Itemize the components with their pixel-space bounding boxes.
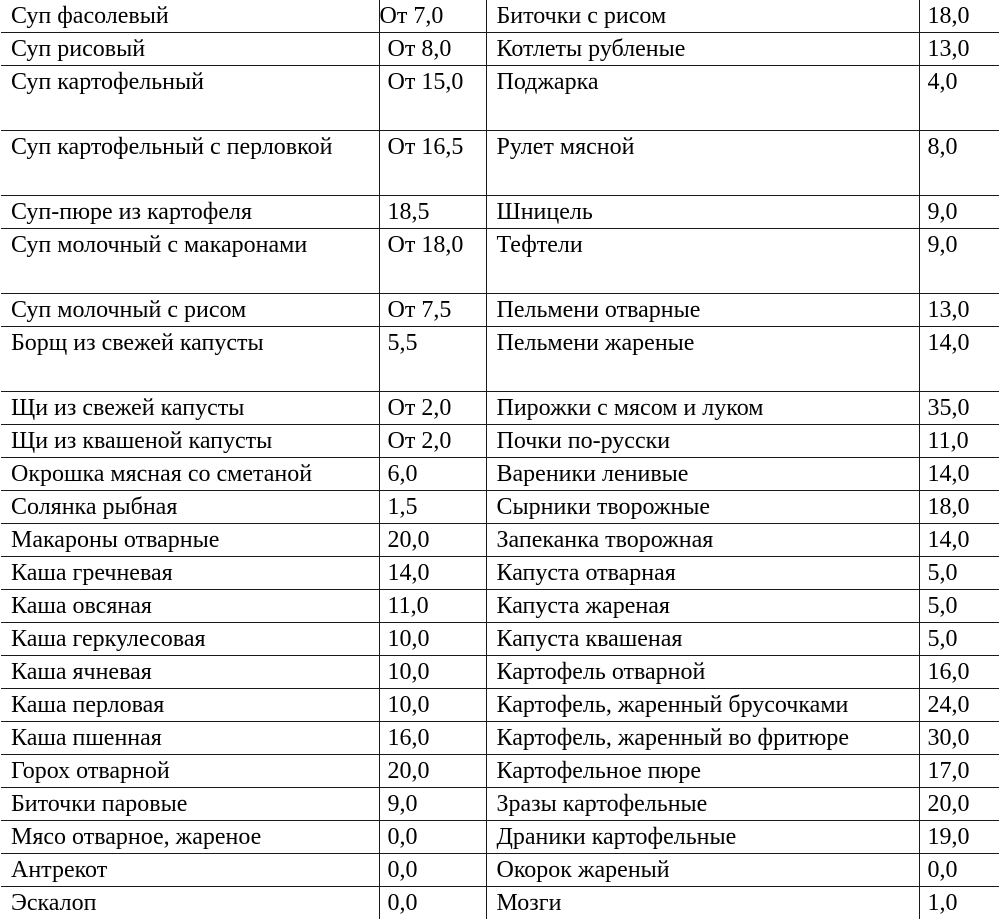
left-dish-name: Щи из квашеной капусты xyxy=(1,425,379,458)
table-row xyxy=(1,131,999,196)
right-dish-name: Пирожки с мясом и луком xyxy=(486,392,919,425)
left-dish-name: Солянка рыбная xyxy=(1,491,379,524)
right-dish-name: Пельмени отварные xyxy=(486,294,919,327)
table-row xyxy=(1,196,999,229)
left-dish-value: От 18,0 xyxy=(379,229,486,294)
left-dish-name: Макароны отварные xyxy=(1,524,379,557)
left-dish-name: Каша перловая xyxy=(1,689,379,722)
table-row xyxy=(1,656,999,689)
right-dish-name: Биточки с рисом xyxy=(486,0,919,33)
table-row xyxy=(1,66,999,131)
left-dish-value: От 7,0 xyxy=(379,0,486,33)
left-dish-value: 20,0 xyxy=(379,524,486,557)
right-dish-name: Рулет мясной xyxy=(486,131,919,196)
left-dish-value: 11,0 xyxy=(379,590,486,623)
right-dish-value: 5,0 xyxy=(919,590,999,623)
left-dish-value: 5,5 xyxy=(379,327,486,392)
left-dish-name: Суп рисовый xyxy=(1,33,379,66)
right-dish-name: Капуста квашеная xyxy=(486,623,919,656)
left-dish-name: Суп молочный с макаронами xyxy=(1,229,379,294)
right-dish-value: 19,0 xyxy=(919,821,999,854)
right-dish-name: Вареники ленивые xyxy=(486,458,919,491)
left-dish-name: Щи из свежей капусты xyxy=(1,392,379,425)
right-dish-value: 4,0 xyxy=(919,66,999,131)
left-dish-value: 14,0 xyxy=(379,557,486,590)
left-dish-name: Суп картофельный xyxy=(1,66,379,131)
left-dish-name: Каша овсяная xyxy=(1,590,379,623)
table-row xyxy=(1,425,999,458)
left-dish-value: 9,0 xyxy=(379,788,486,821)
left-dish-value: От 15,0 xyxy=(379,66,486,131)
left-dish-name: Суп молочный с рисом xyxy=(1,294,379,327)
left-dish-value: От 2,0 xyxy=(379,392,486,425)
right-dish-name: Зразы картофельные xyxy=(486,788,919,821)
right-dish-name: Картофель, жаренный во фритюре xyxy=(486,722,919,755)
right-dish-name: Капуста жареная xyxy=(486,590,919,623)
right-dish-value: 11,0 xyxy=(919,425,999,458)
right-dish-name: Окорок жареный xyxy=(486,854,919,887)
right-dish-value: 14,0 xyxy=(919,524,999,557)
left-dish-name: Горох отварной xyxy=(1,755,379,788)
right-dish-name: Шницель xyxy=(486,196,919,229)
left-dish-value: 10,0 xyxy=(379,689,486,722)
table-body xyxy=(1,0,999,919)
right-dish-name: Картофельное пюре xyxy=(486,755,919,788)
table-row xyxy=(1,887,999,919)
left-dish-value: 16,0 xyxy=(379,722,486,755)
right-dish-name: Запеканка творожная xyxy=(486,524,919,557)
table-row xyxy=(1,392,999,425)
table-row xyxy=(1,821,999,854)
right-dish-value: 18,0 xyxy=(919,0,999,33)
right-dish-name: Почки по-русски xyxy=(486,425,919,458)
right-dish-value: 9,0 xyxy=(919,229,999,294)
left-dish-name: Антрекот xyxy=(1,854,379,887)
left-dish-value: От 7,5 xyxy=(379,294,486,327)
table-row xyxy=(1,0,999,33)
right-dish-value: 8,0 xyxy=(919,131,999,196)
table-row xyxy=(1,854,999,887)
table-row xyxy=(1,590,999,623)
food-values-table xyxy=(1,0,999,919)
left-dish-value: 20,0 xyxy=(379,755,486,788)
table-row xyxy=(1,524,999,557)
left-dish-name: Суп фасолевый xyxy=(1,0,379,33)
left-dish-value: 0,0 xyxy=(379,821,486,854)
right-dish-value: 35,0 xyxy=(919,392,999,425)
table-row xyxy=(1,458,999,491)
table-row xyxy=(1,722,999,755)
left-dish-value: 0,0 xyxy=(379,887,486,919)
left-dish-value: 6,0 xyxy=(379,458,486,491)
right-dish-value: 17,0 xyxy=(919,755,999,788)
right-dish-value: 1,0 xyxy=(919,887,999,919)
left-dish-name: Каша геркулесовая xyxy=(1,623,379,656)
left-dish-value: От 8,0 xyxy=(379,33,486,66)
table-row xyxy=(1,689,999,722)
right-dish-name: Поджарка xyxy=(486,66,919,131)
left-dish-name: Суп картофельный с перловкой xyxy=(1,131,379,196)
right-dish-name: Пельмени жареные xyxy=(486,327,919,392)
right-dish-value: 13,0 xyxy=(919,294,999,327)
right-dish-name: Мозги xyxy=(486,887,919,919)
left-dish-value: 10,0 xyxy=(379,656,486,689)
right-dish-name: Картофель, жаренный брусочками xyxy=(486,689,919,722)
left-dish-value: От 16,5 xyxy=(379,131,486,196)
left-dish-name: Окрошка мясная со сметаной xyxy=(1,458,379,491)
left-dish-value: От 2,0 xyxy=(379,425,486,458)
left-dish-name: Каша ячневая xyxy=(1,656,379,689)
left-dish-name: Мясо отварное, жареное xyxy=(1,821,379,854)
left-dish-value: 0,0 xyxy=(379,854,486,887)
left-dish-name: Каша гречневая xyxy=(1,557,379,590)
table-row xyxy=(1,327,999,392)
table-row xyxy=(1,788,999,821)
left-dish-value: 1,5 xyxy=(379,491,486,524)
right-dish-value: 5,0 xyxy=(919,623,999,656)
right-dish-name: Тефтели xyxy=(486,229,919,294)
left-dish-name: Борщ из свежей капусты xyxy=(1,327,379,392)
table-row xyxy=(1,755,999,788)
right-dish-value: 0,0 xyxy=(919,854,999,887)
table-row xyxy=(1,229,999,294)
table-row xyxy=(1,491,999,524)
right-dish-value: 30,0 xyxy=(919,722,999,755)
right-dish-value: 5,0 xyxy=(919,557,999,590)
left-dish-name: Каша пшенная xyxy=(1,722,379,755)
right-dish-name: Картофель отварной xyxy=(486,656,919,689)
right-dish-name: Драники картофельные xyxy=(486,821,919,854)
right-dish-name: Капуста отварная xyxy=(486,557,919,590)
right-dish-value: 24,0 xyxy=(919,689,999,722)
right-dish-value: 16,0 xyxy=(919,656,999,689)
right-dish-value: 9,0 xyxy=(919,196,999,229)
left-dish-value: 18,5 xyxy=(379,196,486,229)
table-row xyxy=(1,33,999,66)
left-dish-name: Биточки паровые xyxy=(1,788,379,821)
table-row xyxy=(1,294,999,327)
left-dish-name: Эскалоп xyxy=(1,887,379,919)
right-dish-value: 13,0 xyxy=(919,33,999,66)
left-dish-value: 10,0 xyxy=(379,623,486,656)
right-dish-value: 20,0 xyxy=(919,788,999,821)
right-dish-value: 18,0 xyxy=(919,491,999,524)
right-dish-value: 14,0 xyxy=(919,458,999,491)
table-row xyxy=(1,623,999,656)
right-dish-name: Сырники творожные xyxy=(486,491,919,524)
left-dish-name: Суп-пюре из картофеля xyxy=(1,196,379,229)
right-dish-value: 14,0 xyxy=(919,327,999,392)
table-row xyxy=(1,557,999,590)
right-dish-name: Котлеты рубленые xyxy=(486,33,919,66)
